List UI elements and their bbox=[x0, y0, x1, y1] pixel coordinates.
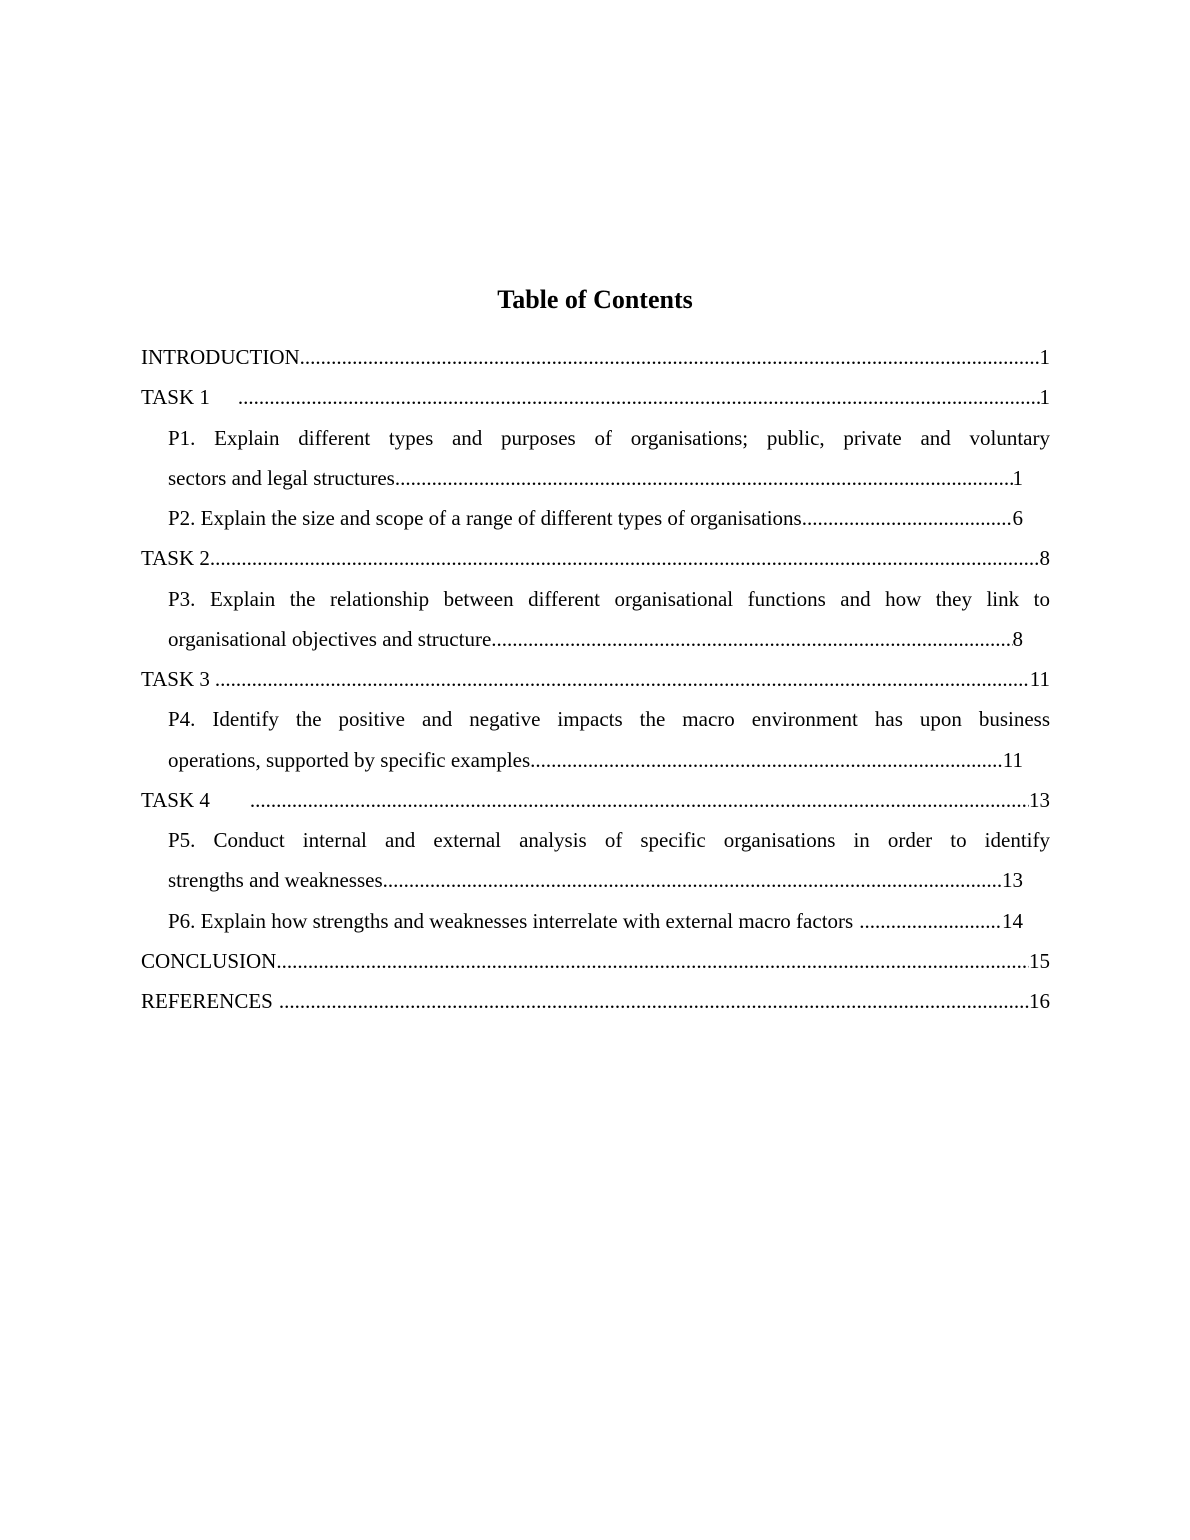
toc-entry-label: P6. Explain how strengths and weaknesses interrelate with external macro factors bbox=[168, 908, 854, 933]
toc-page-number: 11 bbox=[1029, 667, 1050, 691]
toc-page-number: 1 bbox=[1039, 345, 1050, 369]
toc-page-number: 11 bbox=[1002, 747, 1023, 772]
toc-page-number: 15 bbox=[1029, 948, 1050, 973]
toc-entry-label: TASK 3 bbox=[141, 667, 210, 691]
toc-entry-p2[interactable] bbox=[168, 498, 1023, 538]
toc-entry-task-1[interactable] bbox=[141, 377, 1050, 417]
toc-entry-label-line1: P1. Explain different types and purposes of organisations; public, private and voluntary bbox=[168, 425, 1050, 450]
toc-entry-label: REFERENCES bbox=[141, 989, 273, 1013]
toc-page-number: 8 bbox=[1039, 546, 1050, 571]
toc-entry-p5[interactable] bbox=[141, 820, 1050, 901]
toc-entry-label: TASK 4 bbox=[141, 787, 210, 812]
dot-leader bbox=[530, 740, 1003, 780]
dot-leader bbox=[238, 377, 1040, 417]
toc-page-number: 14 bbox=[1002, 908, 1023, 933]
toc-entry-conclusion[interactable] bbox=[141, 941, 1050, 981]
dot-leader bbox=[491, 619, 1012, 659]
dot-leader bbox=[383, 860, 1002, 900]
toc-entry-introduction[interactable] bbox=[141, 337, 1050, 377]
toc-entry-label-line2: strengths and weaknesses bbox=[168, 868, 383, 893]
toc-entry-label-line2: operations, supported by specific examples bbox=[168, 747, 531, 772]
toc-entry-task-4[interactable] bbox=[141, 780, 1050, 820]
dot-leader bbox=[276, 941, 1029, 981]
dot-leader bbox=[279, 981, 1029, 1021]
toc-entry-line2 bbox=[168, 458, 1023, 498]
toc-entry-label-line1: P3. Explain the relationship between different organisational functions and how they link to bbox=[168, 586, 1050, 611]
toc-entry-p3[interactable] bbox=[141, 579, 1050, 660]
toc-entry-label: TASK 2 bbox=[141, 546, 210, 571]
toc-entry-label: INTRODUCTION bbox=[141, 345, 300, 369]
toc-entry-task-3[interactable] bbox=[141, 659, 1050, 699]
toc-entry-label-line2: sectors and legal structures bbox=[168, 465, 395, 490]
dot-leader bbox=[859, 901, 1002, 941]
toc-page-number: 1 bbox=[1012, 465, 1023, 490]
dot-leader bbox=[802, 498, 1013, 538]
toc-entry-line2 bbox=[168, 619, 1023, 659]
dot-leader bbox=[250, 780, 1029, 820]
toc-entry-label-line2: organisational objectives and structure bbox=[168, 626, 492, 651]
toc-page-number: 1 bbox=[1039, 385, 1050, 410]
dot-leader bbox=[395, 458, 1013, 498]
dot-leader bbox=[210, 538, 1040, 578]
toc-entry-line2 bbox=[168, 740, 1023, 780]
toc-page-number: 6 bbox=[1012, 506, 1023, 530]
toc-entry-p6[interactable] bbox=[168, 901, 1023, 941]
toc-entry-label: TASK 1 bbox=[141, 385, 210, 410]
dot-leader bbox=[300, 337, 1040, 377]
toc-entry-label: P2. Explain the size and scope of a range of different types of organisations bbox=[168, 506, 802, 530]
toc-entry-label: CONCLUSION bbox=[141, 948, 277, 973]
page-title: Table of Contents bbox=[497, 285, 693, 314]
toc-page-number: 13 bbox=[1002, 868, 1023, 893]
toc-page-number: 13 bbox=[1029, 787, 1050, 812]
toc-entry-p1[interactable] bbox=[141, 418, 1050, 499]
toc-entry-references[interactable] bbox=[141, 981, 1050, 1021]
toc-entry-label-line1: P5. Conduct internal and external analysis of specific organisations in order to identify bbox=[168, 828, 1050, 852]
table-of-contents bbox=[141, 337, 1050, 1021]
toc-entry-p4[interactable] bbox=[141, 699, 1050, 780]
toc-entry-label-line1: P4. Identify the positive and negative impacts the macro environment has upon business bbox=[168, 707, 1050, 732]
dot-leader bbox=[215, 659, 1030, 699]
toc-page-number: 16 bbox=[1029, 989, 1050, 1013]
toc-entry-task-2[interactable] bbox=[141, 538, 1050, 578]
toc-page-number: 8 bbox=[1012, 626, 1023, 651]
toc-entry-line2 bbox=[168, 860, 1023, 900]
